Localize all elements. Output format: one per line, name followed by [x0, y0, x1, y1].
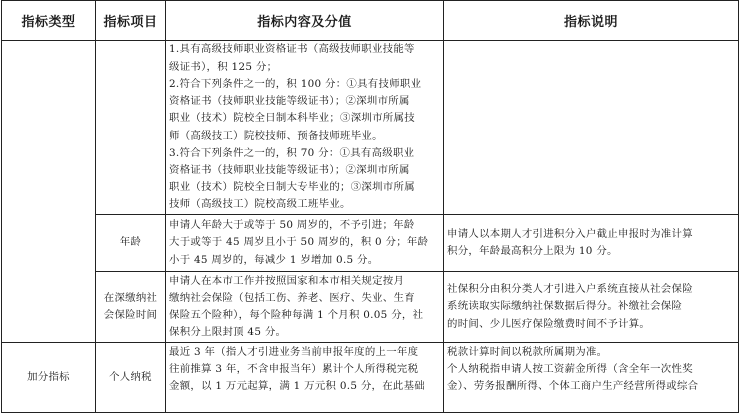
header-content: 指标内容及分值	[166, 1, 444, 41]
desc-tax-text: 税款计算时间以税款所属期为准。 个人纳税指申请人按工资薪金所得（含全年一次性奖 金）、劳务报酬所得、个体工商户生产经营所得或综合	[447, 346, 699, 393]
desc-cell-social	[444, 272, 739, 343]
content-tax-text: 最近 3 年（指人才引进业务当前申报年度的上一年度 往前推算 3 年，不含申报当年）累计个人所得税完税 金额，以 1 万元起算，满 1 万元积 0.5 分，在此基础	[169, 346, 425, 393]
content-age-text: 申请人年龄大于或等于 50 周岁的，不予引进；年龄 大于或等于 45 周岁且小于 50 周岁的，积 0 分；年龄 小于 45 周岁的，每减少 1 岁增加 0.5 分。	[169, 219, 429, 266]
content-cell-title	[166, 41, 444, 215]
desc-social-text: 社保积分由积分类人才引进入户系统直接从社会保险 系统读取实际缴纳社保数据后得分。补缴社会保险 的时间、少儿医疗保险缴费时间不予计算。	[447, 283, 693, 330]
desc-age-text: 申请人以本期人才引进积分入户截止申报时为准计算 积分，年龄最高积分上限为 10 分。	[447, 227, 693, 257]
table-row-age	[2, 215, 739, 272]
desc-cell-age	[444, 215, 739, 272]
item-cell-title	[96, 41, 166, 215]
item-cell-social: 在深缴纳社 会保险时间	[96, 272, 166, 343]
type-cell-bonus: 加分指标	[2, 343, 96, 413]
header-row	[2, 1, 739, 41]
desc-cell-tax	[444, 343, 739, 413]
table-row-title	[2, 41, 739, 215]
content-cell-social	[166, 272, 444, 343]
content-cell-age	[166, 215, 444, 272]
table-row-social	[2, 272, 739, 343]
content-title-text: 1.具有高级技师职业资格证书（高级技师职业技能等 级证书），积 125 分； 2.符合下列条件之一的，积 100 分：①具有技师职业 资格证书（技师职业技能等级证书）；②深圳市所属 职业（技术）院校全日制本科毕业；③深圳市所属技 师（高级技工）院校技师、预备技师班毕业。 3.符合下列条件之一的，积 70 分：①具有高级职业 资格证书（技师职业技能等级证书）；②深圳市所属 职业（技术）院校全日制大专毕业的；③深圳市所属 技师（高级技工）院校高级工班毕业。	[169, 43, 422, 211]
item-cell-tax: 个人纳税	[96, 343, 166, 413]
content-cell-tax	[166, 343, 444, 413]
content-social-text: 申请人在本市工作并按照国家和本市相关规定按月 缴纳社会保险（包括工伤、养老、医疗、失业、生育 保险五个险种），每个险种每满 1 个月积 0.05 分，社 保积分上限封顶 45 分。	[169, 274, 424, 339]
indicator-table	[1, 0, 739, 413]
item-cell-age: 年龄	[96, 215, 166, 272]
desc-cell-title	[444, 41, 739, 215]
header-desc: 指标说明	[444, 1, 739, 41]
header-type: 指标类型	[2, 1, 96, 41]
table-row-tax	[2, 343, 739, 413]
type-cell-empty	[2, 41, 96, 343]
header-item: 指标项目	[96, 1, 166, 41]
